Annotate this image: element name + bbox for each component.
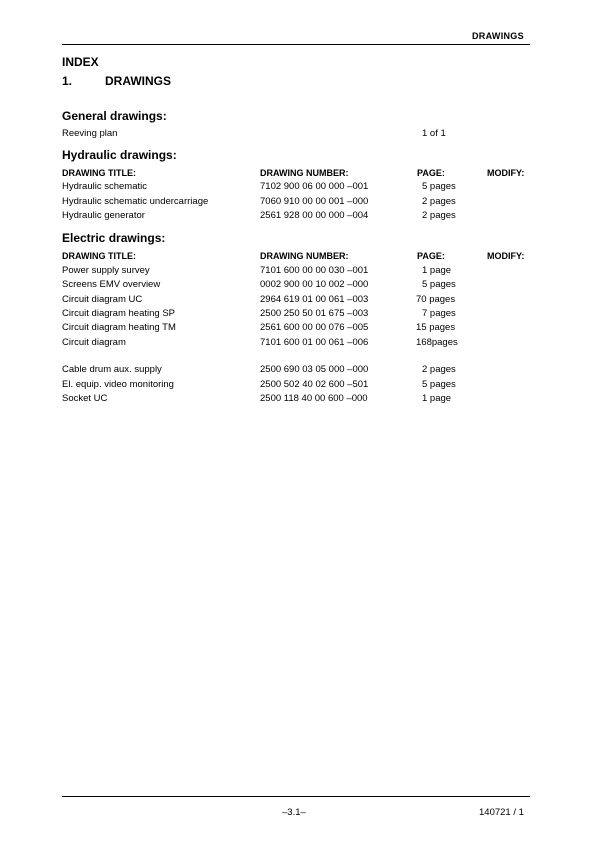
col-header-modify: MODIFY: [487, 251, 525, 261]
running-header-title: DRAWINGS [472, 31, 524, 41]
drawing-title: Circuit diagram UC [62, 294, 143, 305]
drawing-pages: 70 pages [416, 294, 456, 305]
col-header-title: DRAWING TITLE: [62, 251, 136, 261]
drawing-title: Circuit diagram heating TM [62, 322, 176, 333]
drawing-title: Hydraulic schematic [62, 181, 147, 192]
drawing-number: 7101 600 01 00 061 –006 [260, 337, 369, 348]
col-header-number: DRAWING NUMBER: [260, 251, 349, 261]
col-header-page: PAGE: [417, 251, 445, 261]
drawing-number: 2500 502 40 02 600 –501 [260, 379, 369, 390]
col-header-title: DRAWING TITLE: [62, 168, 136, 178]
hydraulic-drawings-heading: Hydraulic drawings: [62, 148, 177, 162]
drawing-number: 7060 910 00 00 001 –000 [260, 196, 369, 207]
drawing-title: Cable drum aux. supply [62, 364, 162, 375]
drawing-number: 2500 118 40 00 600 –000 [260, 393, 368, 404]
drawing-pages: 2 pages [422, 196, 456, 207]
drawing-pages: 5 pages [422, 181, 456, 192]
drawing-pages: 2 pages [422, 210, 456, 221]
drawing-title: Hydraulic schematic undercarriage [62, 196, 209, 207]
drawing-pages: 1 page [422, 393, 452, 404]
drawing-title: Power supply survey [62, 265, 150, 276]
drawing-number: 2500 250 50 01 675 –003 [260, 308, 369, 319]
drawing-title: El. equip. video monitoring [62, 379, 174, 390]
drawing-number: 2500 690 03 05 000 –000 [260, 364, 369, 375]
drawing-pages: 5 pages [422, 379, 456, 390]
drawing-title: Screens EMV overview [62, 279, 161, 290]
drawing-pages: 1 page [422, 265, 452, 276]
drawing-number: 2964 619 01 00 061 –003 [260, 294, 369, 305]
col-header-page: PAGE: [417, 168, 445, 178]
drawing-number: 2561 600 00 00 076 –005 [260, 322, 369, 333]
drawing-number: 2561 928 00 00 000 –004 [260, 210, 369, 221]
page-number: –3.1– [282, 807, 306, 818]
general-drawings-heading: General drawings: [62, 109, 167, 123]
col-header-modify: MODIFY: [487, 168, 525, 178]
footer-rule [62, 796, 530, 797]
chapter-number: 1. [62, 74, 73, 88]
document-code: 140721 / 1 [479, 807, 524, 818]
general-row-page: 1 of 1 [422, 128, 446, 139]
electric-drawings-heading: Electric drawings: [62, 231, 166, 245]
drawing-pages: 7 pages [422, 308, 456, 319]
drawing-pages: 2 pages [422, 364, 456, 375]
drawing-title: Hydraulic generator [62, 210, 145, 221]
general-row-title: Reeving plan [62, 128, 118, 139]
col-header-number: DRAWING NUMBER: [260, 168, 349, 178]
header-rule [62, 44, 530, 45]
index-title: INDEX [62, 55, 99, 69]
drawing-pages: 5 pages [422, 279, 456, 290]
drawing-title: Circuit diagram heating SP [62, 308, 175, 319]
drawing-number: 0002 900 00 10 002 –000 [260, 279, 369, 290]
drawing-pages: 168pages [416, 337, 458, 348]
drawing-pages: 15 pages [416, 322, 456, 333]
chapter-title: DRAWINGS [105, 74, 171, 88]
drawing-title: Socket UC [62, 393, 108, 404]
drawing-title: Circuit diagram [62, 337, 126, 348]
drawing-number: 7102 900 06 00 000 –001 [260, 181, 369, 192]
drawing-number: 7101 600 00 00 030 –001 [260, 265, 369, 276]
